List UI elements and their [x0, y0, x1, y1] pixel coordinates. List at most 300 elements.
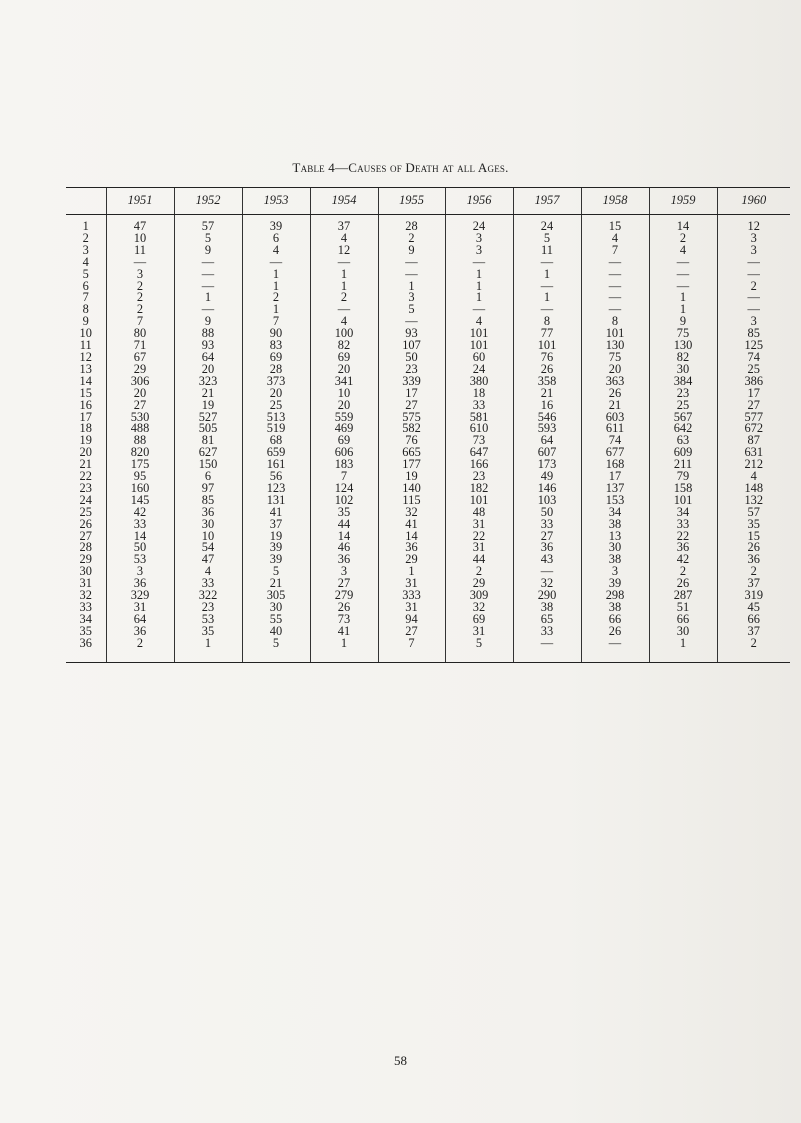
- cause-number: 9: [82, 314, 89, 329]
- table-cell: 15: [717, 531, 790, 543]
- table-cell: —: [174, 281, 242, 293]
- table-cell: 27: [106, 400, 174, 412]
- table-cell: 3: [581, 566, 649, 578]
- table-cell: 145: [106, 495, 174, 507]
- table-cell: 2: [242, 292, 310, 304]
- cause-number: 23: [79, 480, 92, 495]
- table-cell: —: [378, 269, 445, 281]
- table-cell: 27: [310, 578, 378, 590]
- table-cell: 577: [717, 412, 790, 424]
- table-cell: 130: [581, 340, 649, 352]
- table-cell: 36: [378, 542, 445, 554]
- table-cell: 69: [310, 435, 378, 447]
- table-cell: 26: [581, 388, 649, 400]
- table-cell: 56: [242, 471, 310, 483]
- table-cell: —: [310, 257, 378, 269]
- table-cell: 69: [310, 352, 378, 364]
- table-cell: 559: [310, 412, 378, 424]
- table-cell: 55: [242, 614, 310, 626]
- table-cell: 82: [649, 352, 717, 364]
- table-cell: 33: [106, 519, 174, 531]
- table-cell: 76: [513, 352, 581, 364]
- table-cell: 2: [106, 281, 174, 293]
- table-cell: 1: [513, 269, 581, 281]
- table-cell: 11: [513, 245, 581, 257]
- table-cell: 363: [581, 376, 649, 388]
- table-cell: 33: [513, 626, 581, 638]
- cause-number: 20: [79, 445, 92, 460]
- table-cell: 36: [174, 507, 242, 519]
- table-cell: 32: [378, 507, 445, 519]
- table-title: [0, 160, 801, 176]
- table-cell: 17: [581, 471, 649, 483]
- table-cell: 125: [717, 340, 790, 352]
- table-cell: 177: [378, 459, 445, 471]
- table-cell: 298: [581, 590, 649, 602]
- cause-number: 26: [79, 516, 92, 531]
- cause-number: 35: [79, 623, 92, 638]
- table-cell: —: [581, 257, 649, 269]
- table-cell: 20: [310, 364, 378, 376]
- year-header: 1953: [242, 188, 310, 215]
- table-cell: 575: [378, 412, 445, 424]
- table-cell: —: [649, 281, 717, 293]
- table-cell: 23: [378, 364, 445, 376]
- table-cell: 24: [445, 364, 513, 376]
- table-cell: 25: [242, 400, 310, 412]
- table-cell: —: [445, 304, 513, 316]
- cause-number: 11: [79, 338, 92, 353]
- table-cell: —: [581, 292, 649, 304]
- table-cell: 488: [106, 423, 174, 435]
- cause-number: 16: [79, 397, 92, 412]
- table-cell: 81: [174, 435, 242, 447]
- table-cell: 48: [445, 507, 513, 519]
- table-cell: 1: [310, 281, 378, 293]
- cause-number: 7: [82, 290, 89, 305]
- cause-number: 13: [79, 361, 92, 376]
- table-cell: 677: [581, 447, 649, 459]
- table-cell: 97: [174, 483, 242, 495]
- table-cell: 14: [106, 531, 174, 543]
- table-cell: 323: [174, 376, 242, 388]
- table-cell: 73: [310, 614, 378, 626]
- table-cell: —: [310, 304, 378, 316]
- table-cell: 64: [513, 435, 581, 447]
- table-cell: 9: [174, 316, 242, 328]
- table-cell: 1: [378, 281, 445, 293]
- table-cell: 30: [581, 542, 649, 554]
- table-cell: 12: [310, 245, 378, 257]
- cause-number: 17: [79, 409, 92, 424]
- table-cell: 20: [310, 400, 378, 412]
- table-cell: 20: [106, 388, 174, 400]
- table-cell: 26: [717, 542, 790, 554]
- cause-number: 15: [79, 385, 92, 400]
- table-title-prefix: Table 4: [292, 160, 336, 175]
- table-cell: 4: [174, 566, 242, 578]
- table-cell: 1: [174, 638, 242, 662]
- table-cell: 2: [717, 638, 790, 662]
- table-cell: 3: [717, 245, 790, 257]
- year-header: 1957: [513, 188, 581, 215]
- table-cell: 140: [378, 483, 445, 495]
- table-cell: 26: [310, 602, 378, 614]
- table-cell: 1: [174, 292, 242, 304]
- table-cell: 603: [581, 412, 649, 424]
- table-cell: 34: [649, 507, 717, 519]
- cause-number: 6: [82, 278, 89, 293]
- table-cell: 319: [717, 590, 790, 602]
- table-cell: 44: [310, 519, 378, 531]
- table-cell: 4: [649, 245, 717, 257]
- table-cell: 39: [242, 554, 310, 566]
- table-cell: 36: [106, 626, 174, 638]
- table-cell: —: [174, 257, 242, 269]
- table-cell: 8: [581, 316, 649, 328]
- table-cell: 30: [649, 626, 717, 638]
- table-cell: 37: [310, 215, 378, 233]
- table-cell: 36: [310, 554, 378, 566]
- cause-number: 24: [79, 492, 92, 507]
- table-cell: 4: [581, 233, 649, 245]
- table-cell: —: [513, 566, 581, 578]
- table-cell: 5: [378, 304, 445, 316]
- table-cell: 22: [649, 531, 717, 543]
- table-cell: —: [378, 316, 445, 328]
- table-cell: 100: [310, 328, 378, 340]
- table-cell: 14: [310, 531, 378, 543]
- table-cell: 593: [513, 423, 581, 435]
- table-cell: 17: [717, 388, 790, 400]
- table-cell: 3: [106, 566, 174, 578]
- table-cell: 279: [310, 590, 378, 602]
- table-cell: 57: [717, 507, 790, 519]
- table-cell: 137: [581, 483, 649, 495]
- causes-of-death-table: [66, 187, 790, 663]
- table-cell: 1: [242, 281, 310, 293]
- table-cell: 9: [649, 316, 717, 328]
- table-cell: 45: [717, 602, 790, 614]
- table-cell: 32: [445, 602, 513, 614]
- table-cell: 610: [445, 423, 513, 435]
- table-cell: —: [717, 292, 790, 304]
- table-cell: 1: [513, 292, 581, 304]
- table-cell: 505: [174, 423, 242, 435]
- table-cell: 31: [378, 578, 445, 590]
- table-cell: 2: [106, 292, 174, 304]
- table-cell: 31: [378, 602, 445, 614]
- table-cell: 166: [445, 459, 513, 471]
- table-cell: 31: [445, 626, 513, 638]
- table-cell: 66: [581, 614, 649, 626]
- cause-number: 22: [79, 469, 92, 484]
- table-cell: 27: [717, 400, 790, 412]
- table-cell: 2: [310, 292, 378, 304]
- table-cell: 2: [106, 638, 174, 662]
- table-cell: 607: [513, 447, 581, 459]
- table-cell: 36: [717, 554, 790, 566]
- table-cell: —: [581, 281, 649, 293]
- table-cell: 94: [378, 614, 445, 626]
- table-cell: 2: [649, 566, 717, 578]
- table-cell: 25: [717, 364, 790, 376]
- table-cell: 27: [513, 531, 581, 543]
- table-cell: 358: [513, 376, 581, 388]
- table-cell: 64: [106, 614, 174, 626]
- table-cell: 43: [513, 554, 581, 566]
- table-cell: 309: [445, 590, 513, 602]
- table-cell: 19: [174, 400, 242, 412]
- table-cell: 1: [378, 566, 445, 578]
- table-cell: 90: [242, 328, 310, 340]
- table-cell: 519: [242, 423, 310, 435]
- table-cell: 631: [717, 447, 790, 459]
- table-cell: 29: [378, 554, 445, 566]
- table-cell: 10: [174, 531, 242, 543]
- table-cell: 2: [106, 304, 174, 316]
- table-cell: 39: [581, 578, 649, 590]
- table-cell: —: [717, 269, 790, 281]
- table-cell: 10: [310, 388, 378, 400]
- table-cell: 23: [649, 388, 717, 400]
- table-cell: 54: [174, 542, 242, 554]
- table-cell: 386: [717, 376, 790, 388]
- table-cell: 101: [581, 328, 649, 340]
- table-cell: 1: [310, 638, 378, 662]
- table-cell: 609: [649, 447, 717, 459]
- table-cell: —: [649, 257, 717, 269]
- table-cell: 3: [106, 269, 174, 281]
- table-cell: 384: [649, 376, 717, 388]
- page-number: 58: [394, 1053, 407, 1068]
- table-cell: 17: [378, 388, 445, 400]
- table-cell: 93: [174, 340, 242, 352]
- table-cell: —: [649, 269, 717, 281]
- cause-number: 33: [79, 600, 92, 614]
- cause-number: 3: [82, 242, 89, 257]
- table-cell: 3: [310, 566, 378, 578]
- table-cell: 27: [378, 626, 445, 638]
- table-cell: 1: [242, 269, 310, 281]
- table-cell: 30: [174, 519, 242, 531]
- table-cell: 305: [242, 590, 310, 602]
- table-cell: 38: [581, 519, 649, 531]
- cause-number: 14: [79, 373, 92, 388]
- table-cell: 34: [581, 507, 649, 519]
- table-cell: 1: [242, 304, 310, 316]
- table-cell: 582: [378, 423, 445, 435]
- table-cell: 103: [513, 495, 581, 507]
- table-cell: 3: [445, 233, 513, 245]
- cause-number: 29: [79, 552, 92, 567]
- table-cell: 146: [513, 483, 581, 495]
- table-cell: 1: [649, 638, 717, 662]
- table-cell: 1: [649, 304, 717, 316]
- table-cell: 44: [445, 554, 513, 566]
- table-cell: 182: [445, 483, 513, 495]
- table-cell: 183: [310, 459, 378, 471]
- table-cell: 4: [717, 471, 790, 483]
- table-cell: 102: [310, 495, 378, 507]
- table-cell: 3: [717, 233, 790, 245]
- table-cell: 341: [310, 376, 378, 388]
- table-cell: 14: [649, 215, 717, 233]
- table-cell: 36: [649, 542, 717, 554]
- table-cell: 153: [581, 495, 649, 507]
- year-header: 1951: [106, 188, 174, 215]
- table-cell: 642: [649, 423, 717, 435]
- table-cell: —: [513, 281, 581, 293]
- year-header: 1952: [174, 188, 242, 215]
- table-cell: 581: [445, 412, 513, 424]
- table-cell: 160: [106, 483, 174, 495]
- table-cell: 21: [242, 578, 310, 590]
- table-cell: 168: [581, 459, 649, 471]
- cause-number: 1: [82, 219, 89, 233]
- table-cell: 67: [106, 352, 174, 364]
- table-cell: 7: [310, 471, 378, 483]
- cause-number: 34: [79, 611, 92, 626]
- table-cell: 1: [445, 281, 513, 293]
- table-cell: 373: [242, 376, 310, 388]
- table-cell: 19: [378, 471, 445, 483]
- table-cell: 26: [581, 626, 649, 638]
- table-cell: 66: [649, 614, 717, 626]
- table-cell: 38: [581, 554, 649, 566]
- table-cell: 16: [513, 400, 581, 412]
- table-cell: 124: [310, 483, 378, 495]
- cause-number: 25: [79, 504, 92, 519]
- table-cell: 50: [106, 542, 174, 554]
- table-cell: 60: [445, 352, 513, 364]
- table-cell: 546: [513, 412, 581, 424]
- table-cell: 469: [310, 423, 378, 435]
- table-cell: —: [513, 257, 581, 269]
- table-cell: 74: [717, 352, 790, 364]
- table-cell: 88: [106, 435, 174, 447]
- table-row: [66, 638, 790, 662]
- table-cell: 15: [581, 215, 649, 233]
- table-cell: 85: [174, 495, 242, 507]
- table-cell: 71: [106, 340, 174, 352]
- table-cell: 47: [106, 215, 174, 233]
- table-cell: 527: [174, 412, 242, 424]
- table-cell: 20: [242, 388, 310, 400]
- table-cell: 7: [106, 316, 174, 328]
- table-cell: 21: [174, 388, 242, 400]
- table-cell: 28: [378, 215, 445, 233]
- table-cell: 672: [717, 423, 790, 435]
- table-cell: 24: [513, 215, 581, 233]
- table-cell: 132: [717, 495, 790, 507]
- cause-number: 19: [79, 433, 92, 448]
- table-cell: 46: [310, 542, 378, 554]
- table-cell: 73: [445, 435, 513, 447]
- table-cell: 28: [242, 364, 310, 376]
- table-cell: 175: [106, 459, 174, 471]
- table-cell: 158: [649, 483, 717, 495]
- table-cell: 1: [310, 269, 378, 281]
- table-cell: 37: [242, 519, 310, 531]
- table-cell: 10: [106, 233, 174, 245]
- table-cell: 41: [242, 507, 310, 519]
- table-cell: 647: [445, 447, 513, 459]
- table-cell: 1: [649, 292, 717, 304]
- table-cell: 26: [513, 364, 581, 376]
- table-cell: 6: [242, 233, 310, 245]
- table-cell: 29: [106, 364, 174, 376]
- table-cell: 75: [581, 352, 649, 364]
- table-title-text: —Causes of Death at all Ages.: [335, 160, 509, 175]
- table-cell: 21: [581, 400, 649, 412]
- table-cell: 23: [445, 471, 513, 483]
- table-cell: 6: [174, 471, 242, 483]
- table-cell: 32: [513, 578, 581, 590]
- cause-number: 2: [82, 230, 89, 245]
- table-cell: 2: [717, 566, 790, 578]
- table-cell: 64: [174, 352, 242, 364]
- table-cell: 95: [106, 471, 174, 483]
- table-cell: —: [174, 269, 242, 281]
- year-header: 1958: [581, 188, 649, 215]
- table-cell: 4: [310, 233, 378, 245]
- table-cell: 101: [649, 495, 717, 507]
- year-header: 1960: [717, 188, 790, 215]
- table-cell: 38: [581, 602, 649, 614]
- table-cell: 33: [513, 519, 581, 531]
- table-cell: 13: [581, 531, 649, 543]
- table-cell: 39: [242, 542, 310, 554]
- table-cell: 25: [649, 400, 717, 412]
- table-cell: 130: [649, 340, 717, 352]
- table-cell: 36: [513, 542, 581, 554]
- table-cell: 40: [242, 626, 310, 638]
- table-cell: 611: [581, 423, 649, 435]
- table-cell: 14: [378, 531, 445, 543]
- table-cell: 41: [378, 519, 445, 531]
- table-cell: 93: [378, 328, 445, 340]
- table-cell: 567: [649, 412, 717, 424]
- table-cell: 31: [106, 602, 174, 614]
- table-cell: 290: [513, 590, 581, 602]
- row-header-cell: [66, 188, 106, 215]
- table-cell: 9: [378, 245, 445, 257]
- table-cell: 5: [445, 638, 513, 662]
- table-cell: —: [513, 638, 581, 662]
- table-cell: 74: [581, 435, 649, 447]
- table-cell: —: [717, 257, 790, 269]
- table-cell: 33: [174, 578, 242, 590]
- table-cell: 8: [513, 316, 581, 328]
- table-cell: —: [242, 257, 310, 269]
- table-cell: 627: [174, 447, 242, 459]
- table-cell: 101: [513, 340, 581, 352]
- table-cell: 5: [242, 566, 310, 578]
- cause-number: 27: [79, 528, 92, 543]
- table-cell: 33: [649, 519, 717, 531]
- table-cell: 606: [310, 447, 378, 459]
- table-cell: 380: [445, 376, 513, 388]
- table-cell: 35: [310, 507, 378, 519]
- table-cell: 42: [649, 554, 717, 566]
- table-cell: 76: [378, 435, 445, 447]
- table-cell: 4: [310, 316, 378, 328]
- table-cell: 20: [581, 364, 649, 376]
- table-cell: 42: [106, 507, 174, 519]
- cause-number: 8: [82, 302, 89, 317]
- table-cell: 4: [445, 316, 513, 328]
